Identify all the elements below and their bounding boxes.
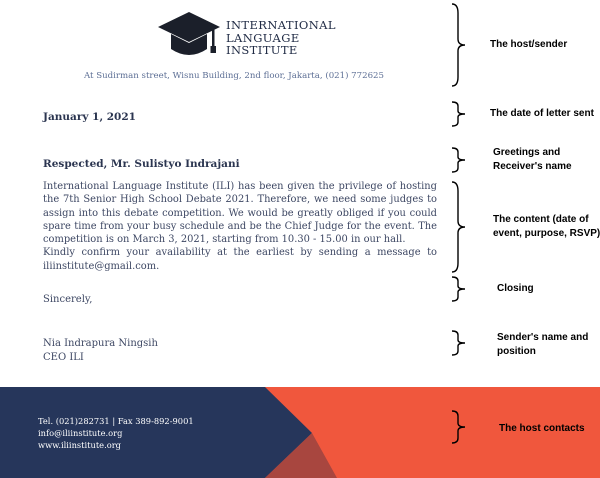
letter-signature-block: [43, 337, 158, 365]
brace-date: [451, 101, 467, 127]
letter-closing: Sincerely,: [43, 294, 93, 305]
annotation-greeting-line-1: Greetings and: [493, 147, 561, 158]
contact-email: info@iliinstitute.org: [38, 428, 123, 438]
annotation-sender-line-2: position: [497, 346, 536, 357]
graduation-cap-icon: [157, 11, 221, 63]
letter-date: January 1, 2021: [43, 111, 136, 123]
brace-host-sender: [451, 3, 467, 87]
brace-sender: [451, 330, 467, 356]
contact-website: www.iliinstitute.org: [38, 440, 121, 450]
annotation-content: [493, 213, 600, 241]
letter-rsvp-paragraph: Kindly confirm your availability at the earliest by sending a message to iliinstitute@gmail.com.: [43, 247, 437, 272]
annotation-sender: [497, 331, 600, 359]
organization-name: [226, 19, 336, 57]
sender-name: Nia Indrapura Ningsih: [43, 338, 158, 349]
organization-name-line-1: INTERNATIONAL: [226, 18, 336, 32]
sender-position: CEO ILI: [43, 352, 84, 363]
organization-name-line-2: LANGUAGE: [226, 30, 300, 45]
annotation-host-sender: The host/sender: [490, 39, 568, 50]
annotation-sender-line-1: Sender's name and: [497, 332, 589, 343]
brace-closing: [451, 276, 467, 302]
host-contacts: [38, 415, 194, 451]
annotation-content-line-2: event, purpose, RSVP): [493, 228, 600, 239]
letter-content-paragraph: International Language Institute (ILI) has been given the privilege of hosting the 7th Senior High School Debate 2021. Therefore, we need some judges to assign into this debate competition. We would be greatly obliged if you could spare time from your busy schedule and be the Chief Judge for the event. The competition is on March 3, 2021, starting from 10.30 - 15.00 in our hall.: [43, 181, 437, 246]
annotation-greeting: [493, 146, 600, 174]
brace-greeting: [451, 147, 467, 173]
phone-fax: Tel. (021)282731 | Fax 389-892-9001: [38, 416, 194, 426]
annotation-closing: Closing: [497, 283, 534, 294]
annotation-host-contacts: The host contacts: [499, 423, 585, 434]
annotation-greeting-line-2: Receiver's name: [493, 161, 572, 172]
organization-name-line-3: INSTITUTE: [226, 43, 298, 57]
letter-content: [43, 180, 437, 273]
brace-host-contacts: [451, 410, 467, 444]
letter-greeting: Respected, Mr. Sulistyo Indrajani: [43, 158, 240, 170]
brace-content: [451, 181, 467, 273]
annotation-content-line-1: The content (date of: [493, 214, 589, 225]
annotation-date: The date of letter sent: [490, 108, 594, 119]
organization-address: At Sudirman street, Wisnu Building, 2nd floor, Jakarta, (021) 772625: [84, 71, 384, 81]
